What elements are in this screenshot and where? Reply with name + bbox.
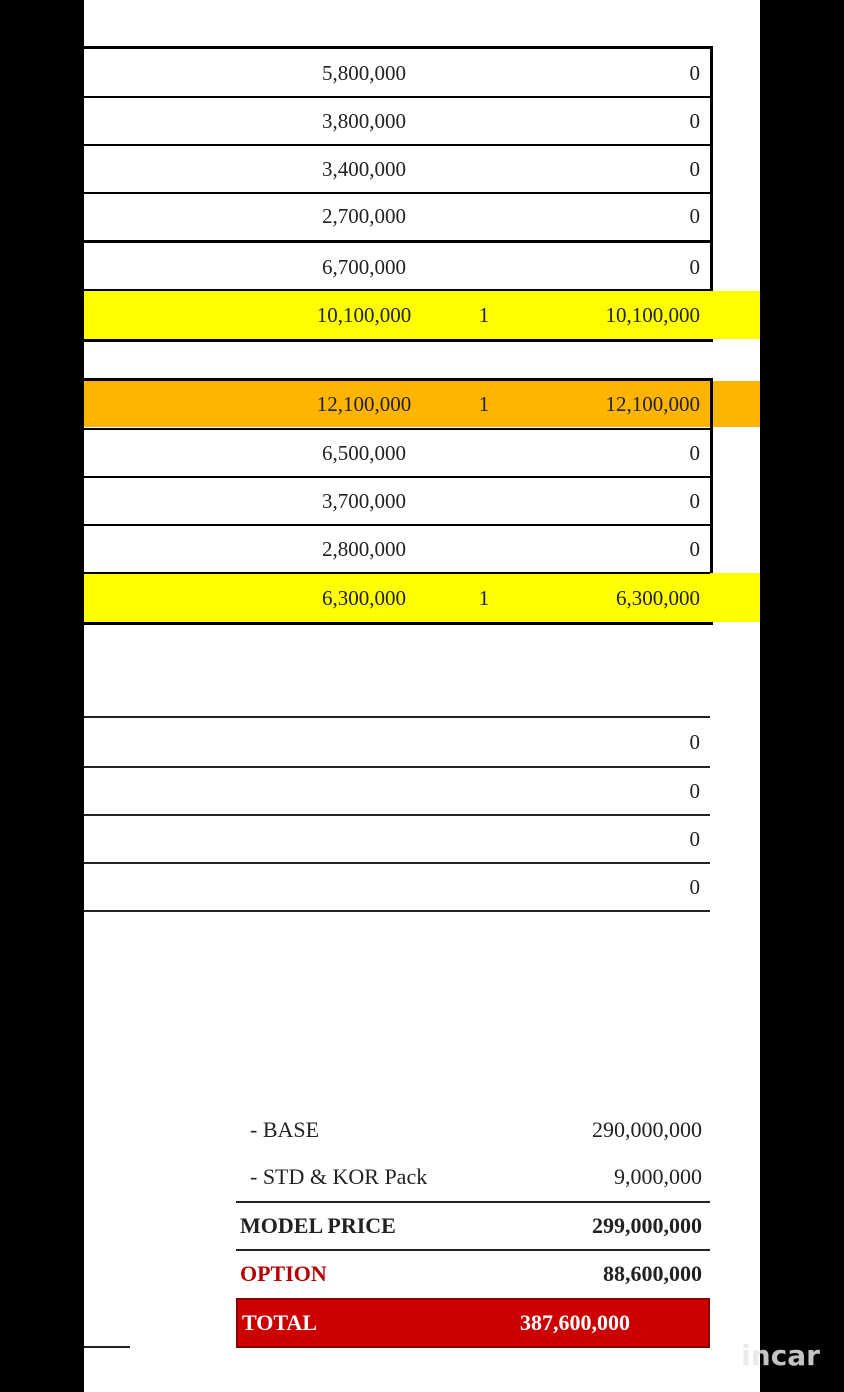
line-amount: 0 (689, 827, 700, 851)
option-label: OPTION (240, 1261, 327, 1286)
line-amount: 10,100,000 (605, 303, 700, 327)
table-row (84, 192, 710, 240)
total-row (236, 1298, 710, 1348)
table-row-selected (84, 574, 710, 622)
table-row (84, 767, 710, 815)
unit-price: 3,400,000 (322, 157, 406, 181)
line-amount: 0 (689, 204, 700, 228)
highlight-extension (710, 381, 760, 427)
table-row (84, 429, 710, 477)
line-amount: 0 (689, 255, 700, 279)
table-row (84, 525, 710, 573)
table-row (84, 49, 710, 97)
line-amount: 12,100,000 (605, 392, 700, 416)
unit-price: 2,700,000 (322, 204, 406, 228)
watermark-logo: incar (741, 1339, 820, 1372)
highlight-extension (710, 573, 760, 622)
option-row (236, 1251, 710, 1297)
unit-price: 3,700,000 (322, 489, 406, 513)
quantity: 1 (478, 392, 490, 416)
model-price-value: 299,000,000 (592, 1213, 702, 1238)
base-row (236, 1107, 710, 1153)
line-amount: 0 (689, 537, 700, 561)
unit-price: 3,800,000 (322, 109, 406, 133)
price-sheet-page (84, 0, 760, 1392)
table-row-selected (84, 291, 710, 339)
total-value: 387,600,000 (520, 1310, 630, 1335)
price-summary (236, 1107, 710, 1352)
table-row (84, 97, 710, 145)
line-amount: 6,300,000 (616, 586, 700, 610)
line-amount: 0 (689, 157, 700, 181)
quantity: 1 (478, 586, 490, 610)
table-row (84, 863, 710, 911)
table-row (84, 243, 710, 291)
unit-price: 12,100,000 (316, 392, 412, 416)
line-amount: 0 (689, 109, 700, 133)
model-price-row (236, 1203, 710, 1249)
quantity: 1 (478, 303, 490, 327)
unit-price: 2,800,000 (322, 537, 406, 561)
model-price-label: MODEL PRICE (240, 1213, 396, 1238)
unit-price: 6,300,000 (322, 586, 406, 610)
pack-label: - STD & KOR Pack (250, 1164, 428, 1189)
unit-price: 10,100,000 (316, 303, 412, 327)
table-row (84, 145, 710, 193)
line-amount: 0 (689, 489, 700, 513)
footer-line (84, 1346, 130, 1348)
line-amount: 0 (689, 61, 700, 85)
base-value: 290,000,000 (592, 1117, 702, 1142)
unit-price: 5,800,000 (322, 61, 406, 85)
unit-price: 6,700,000 (322, 255, 406, 279)
line-amount: 0 (689, 730, 700, 754)
total-label: TOTAL (242, 1310, 317, 1335)
pack-value: 9,000,000 (614, 1164, 702, 1189)
table-row (84, 477, 710, 525)
line-amount: 0 (689, 875, 700, 899)
option-value: 88,600,000 (603, 1261, 702, 1286)
table-row (84, 815, 710, 863)
line-amount: 0 (689, 779, 700, 803)
highlight-extension (710, 291, 760, 339)
pack-row (236, 1154, 710, 1200)
table-row (84, 718, 710, 766)
base-label: - BASE (250, 1117, 320, 1142)
unit-price: 6,500,000 (322, 441, 406, 465)
line-amount: 0 (689, 441, 700, 465)
